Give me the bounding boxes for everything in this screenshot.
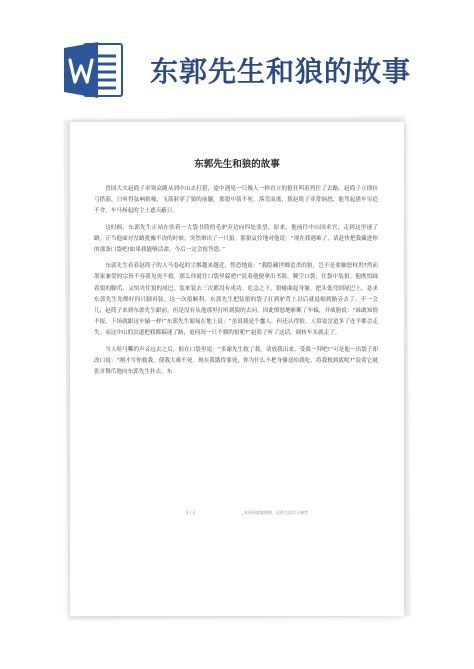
- paragraph: 晋国大夫赵简子率领众随从到中山去打猎，途中遇见一只像人一样直立的狼狂叫着挡住了去路。赵简子立即拉弓搭箭，只听得弦响狼嚎，飞箭射穿了狼的前腿。那狼中箭不死，落荒而逃，使赵简子非常恼怒，他驾起猎车穷追不舍，车马扬起的尘土遮天蔽日。: [94, 186, 378, 215]
- document-body: [94, 184, 378, 383]
- page-title: 东郭先生和狼的故事: [194, 159, 280, 170]
- paragraph: 东郭先生看着赵简子的人马卷起的尘烟越来越近，惶恐地说：“我隐藏世卿追杀的狼，岂不是要触怒权贵?然而墨家兼爱的宗旨不容我见死不救，那么你就往口袋里躲吧!”说着他便拿出书简，腾空口袋，往袋中装狼。他既怕踩着狼的脚爪，又怕夹住狼的尾巴，装来装去三次都没有成功。危急之下，狼蜷曲起身躯，把头低弯到尾巴上，恳求东郭先生先绑好四只脚再装。这一次很顺利。东郭先生把装狼的袋子扛到驴背上以后就退缩到路旁去了。不一会儿，赵简子来到东郭先生跟前，但是没有从他那里打听到狼的去向，因此愤怒地斩断了车辕，并威胁说：“谁敢知情不报，下场就跟这车辕一样!”东郭先生匍匐在地上说：“虽说我是个蠢人，但还认得狼。人常说岔道多了连羊都会走失。而这中山的岔道把我都搞迷了路，更何况一只不驯的狼呢?”赵简子听了这话，调转车头就走了。: [94, 263, 378, 337]
- document-page: [70, 122, 404, 616]
- footer-note: _本资料收集整理，仅供交流学习参考: [242, 510, 308, 515]
- paragraph: 当人喧马嘶的声音远去之后，狼在口袋里说：“多谢先生救了我。请放我出来，受我一拜吧!”可是他一出袋子却改口说：“刚才号你救我，使我大难不死。现在我饿得要死，你为什么不把身躯送给我吃，将我救到底呢?”说着它就张牙舞爪地向东郭先生扑去。东: [94, 346, 378, 376]
- paragraph: 这时候，东郭先生正站在驮着一大袋书简的毛驴旁边向四处张望。原来，他前往中山国求官，走到这里迷了路。正当他面对岔路犹豫不决的时候，突然窜出了一只狼。那狼哀怜地对他说：“现在我遇难了，请赶快把我藏进你的那条口袋吧!如果我能够活命，今后一定会报答您。”: [94, 224, 378, 254]
- banner-title: 东郭先生和狼的故事: [150, 55, 412, 88]
- page-number: 1 / 3: [186, 510, 195, 515]
- word-icon: [62, 38, 126, 102]
- page-footer: [70, 510, 404, 520]
- header-banner: [0, 0, 474, 112]
